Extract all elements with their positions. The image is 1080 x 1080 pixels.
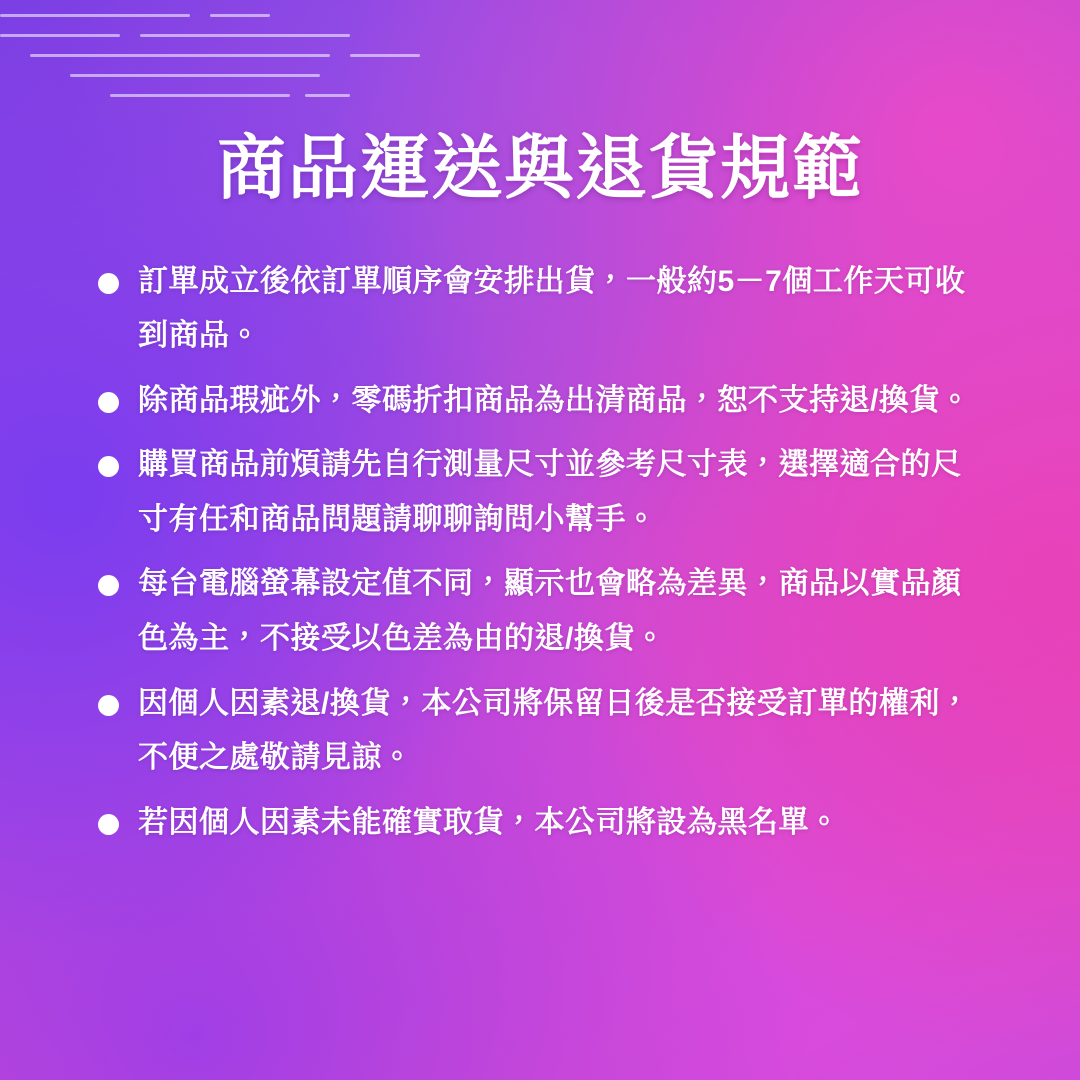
list-item: 每台電腦螢幕設定值不同，顯示也會略為差異，商品以實品顏色為主，不接受以色差為由的退/換貨。 — [90, 557, 990, 666]
list-item: 因個人因素退/換貨，本公司將保留日後是否接受訂單的權利，不便之處敬請見諒。 — [90, 677, 990, 786]
policy-rule-list — [90, 255, 990, 851]
list-item: 訂單成立後依訂單順序會安排出貨，一般約5－7個工作天可收到商品。 — [90, 255, 990, 364]
list-item: 購買商品前煩請先自行測量尺寸並參考尺寸表，選擇適合的尺寸有任和商品問題請聊聊詢問小幫手。 — [90, 438, 990, 547]
list-item: 除商品瑕疵外，零碼折扣商品為出清商品，恕不支持退/換貨。 — [90, 374, 990, 429]
page-title: 商品運送與退貨規範 — [216, 129, 864, 207]
list-item: 若因個人因素未能確實取貨，本公司將設為黑名單。 — [90, 796, 990, 851]
